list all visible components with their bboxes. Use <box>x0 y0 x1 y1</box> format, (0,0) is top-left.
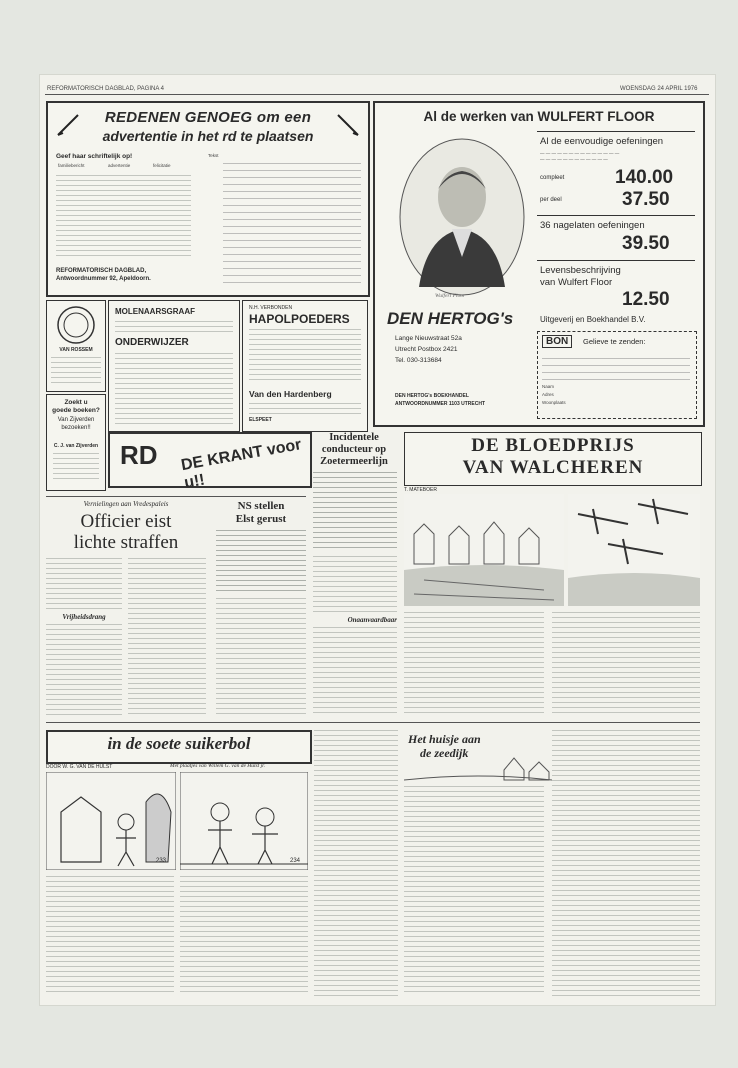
ad-tekst-label: Tekst <box>208 153 219 158</box>
molenaarsgraaf-body <box>115 353 233 425</box>
zijverden-name: C. J. van Zijverden <box>53 443 99 449</box>
bloedprijs-title-1: DE BLOEDPRIJS <box>471 435 635 456</box>
floor-desc-1: — — — — — — — — — — — — — — — — — — — — — — — — — — <box>540 151 620 162</box>
ns-lead <box>216 530 306 594</box>
huisje-title-1: Het huisje aan <box>408 732 481 746</box>
hapol-city: ELSPEET <box>249 417 272 423</box>
huisje-column-1 <box>404 786 544 996</box>
officier-title-2: lichte straffen <box>73 532 179 553</box>
pen-icon-left <box>56 113 80 137</box>
incident-title-1: Incidentele <box>329 432 379 443</box>
floor-rule-2 <box>537 215 695 216</box>
officier-title <box>46 511 206 553</box>
fig-number-233: 233 <box>156 858 167 864</box>
hapol-firm-desc <box>249 403 361 415</box>
incident-title-2: conducteur op <box>321 444 387 455</box>
ad-molenaarsgraaf <box>108 300 240 432</box>
badge-text <box>51 357 101 385</box>
incident-title-3: Zoetermeerlijn <box>320 456 388 467</box>
bon-woonplaats: Woonplaats <box>542 400 566 405</box>
ad-address-1: REFORMATORISCH DAGBLAD, <box>56 268 147 274</box>
floor-levens-1: Levensbeschrijving <box>540 265 621 276</box>
huisje-column-2 <box>552 730 700 996</box>
bloedprijs-column-1 <box>404 612 544 717</box>
suikerbol-title: in de soete suikerbol <box>107 734 251 753</box>
ad-wulfert-floor <box>373 101 705 427</box>
ad-rd-krant <box>108 432 312 492</box>
incident-body <box>313 556 397 614</box>
molenaarsgraaf-title: MOLENAARSGRAAF <box>115 307 195 316</box>
bloedprijs-sketch-planes <box>568 494 700 606</box>
floor-per-deel-label: per deel <box>540 197 562 203</box>
ad-redenen-line1: REDENEN GENOEG om een <box>104 109 312 126</box>
suikerbol-caption-1 <box>46 876 174 996</box>
pen-icon-right <box>336 113 360 137</box>
incident-body-2 <box>313 627 397 715</box>
incident-subhead: Onaanvaardbaar <box>347 616 397 624</box>
incident-title <box>312 432 396 468</box>
ns-title-2: Elst gerust <box>235 513 287 525</box>
bloedprijs-sketch-houses <box>404 494 564 606</box>
molenaarsgraaf-job: ONDERWIJZER <box>115 337 189 348</box>
bon-title: BON <box>542 335 572 348</box>
floor-address-1: Lange Nieuwstraat 52a <box>395 335 462 342</box>
wulfert-floor-portrait <box>397 137 527 307</box>
floor-publisher-sub: Uitgeverij en Boekhandel B.V. <box>540 315 646 324</box>
officier-rule <box>46 496 306 497</box>
bon-adres: Adres <box>542 392 554 397</box>
rd-slogan: DE KRANT voor u!! <box>179 436 303 492</box>
hapol-body <box>249 329 361 384</box>
floor-publisher: DEN HERTOG's <box>387 309 514 328</box>
ad-option-2: advertentie <box>108 163 131 168</box>
ad-form-title: Geef haar schriftelijk op! <box>56 153 133 160</box>
officier-subhead: Vrijheidsdrang <box>62 613 106 621</box>
zijverden-address <box>53 453 99 483</box>
ad-redenen-genoeg <box>46 101 370 297</box>
floor-antwoord-2: ANTWOORDNUMMER 1103 UTRECHT <box>395 401 486 407</box>
floor-price-deel: 37.50 <box>622 189 670 210</box>
floor-complet-label: compleet <box>540 175 565 181</box>
hapol-brand: HAPOLPOEDERS <box>249 312 350 326</box>
floor-rule-3 <box>537 260 695 261</box>
floor-price-nagelaten: 39.50 <box>622 233 670 254</box>
bon-naam: Naam <box>542 384 555 389</box>
molenaarsgraaf-intro <box>115 321 233 335</box>
badge-name: VAN ROSSEM <box>59 347 93 353</box>
floor-levens-2: van Wulfert Floor <box>540 277 613 288</box>
floor-title: Al de werken van WULFERT FLOOR <box>423 109 655 124</box>
officier-column-1b <box>46 624 122 716</box>
floor-rule <box>537 131 695 132</box>
suikerbol-banner <box>46 730 312 764</box>
officier-column-1 <box>46 558 122 610</box>
ad-address-2: Antwoordnummer 92, Apeldoorn. <box>56 276 151 282</box>
ad-form-text <box>56 175 191 260</box>
zijverden-q1: Zoekt u <box>64 399 88 406</box>
page-header-right: WOENSDAG 24 APRIL 1976 <box>620 86 698 92</box>
floor-antwoord-1: DEN HERTOG's BOEKHANDEL <box>395 393 469 399</box>
ad-tekst-lines[interactable] <box>223 157 361 289</box>
ad-van-zijverden <box>46 394 106 491</box>
zijverden-q4: bezoeken!! <box>61 425 91 431</box>
officier-kicker: Vernielingen aan Vredespaleis <box>83 500 169 508</box>
header-rule <box>45 94 709 95</box>
serial-text-column <box>314 730 398 996</box>
ad-redenen-line2: advertentie in het rd te plaatsen <box>102 128 314 144</box>
zijverden-q2: goede boeken? <box>52 407 100 414</box>
zijverden-q3: Van Zijverden <box>57 417 95 423</box>
suikerbol-caption-2 <box>180 876 308 996</box>
suikerbol-byline: DOOR W. G. VAN DE HULST <box>46 764 113 770</box>
hapol-firm: Van den Hardenberg <box>249 389 332 399</box>
officier-column-2 <box>128 558 206 716</box>
floor-nagelaten: 36 nagelaten oefeningen <box>540 220 645 231</box>
section-rule <box>46 722 700 723</box>
suikerbol-illustration-1 <box>46 772 176 870</box>
suikerbol-illustration-2 <box>180 772 308 870</box>
ns-title-1: NS stellen <box>237 500 285 512</box>
floor-address-3: Tel. 030-313684 <box>395 357 442 364</box>
seal-icon <box>56 305 96 345</box>
ns-title <box>216 500 306 526</box>
page-header-left: REFORMATORISCH DAGBLAD, PAGINA 4 <box>47 86 165 92</box>
bloedprijs-title-2: VAN WALCHEREN <box>462 457 644 478</box>
rd-logo: RD <box>120 440 158 470</box>
bloedprijs-byline: T. MATEBOER <box>404 487 437 493</box>
suikerbol-illustrator: Met plaatjes van Willem G. van de Hulst jr. <box>170 763 266 769</box>
incident-lead <box>313 472 397 552</box>
floor-order-coupon[interactable] <box>537 331 697 419</box>
fig-number-234: 234 <box>290 858 301 864</box>
floor-subtitle: Al de eenvoudige oefeningen <box>540 136 664 147</box>
ns-body <box>216 598 306 716</box>
huisje-title-2: de zeedijk <box>420 746 469 760</box>
floor-price-complete: 140.00 <box>615 167 674 188</box>
portrait-caption: Wulfert Floor <box>435 293 466 299</box>
bon-subtitle: Gelieve te zenden: <box>583 337 646 346</box>
bon-items[interactable] <box>542 352 690 380</box>
bloedprijs-column-2 <box>552 612 700 717</box>
ad-option-3: felicitatie <box>153 163 171 168</box>
bloedprijs-header <box>404 432 702 486</box>
floor-price-levens: 12.50 <box>622 289 670 310</box>
ad-option-1: familiebericht <box>58 163 85 168</box>
ad-hapolpoeders <box>242 300 368 432</box>
officier-title-1: Officier eist <box>80 511 172 532</box>
floor-address-2: Utrecht Postbox 2421 <box>395 346 458 353</box>
hapol-top: N.H. VERBONDEN <box>249 305 293 311</box>
ad-van-rossem <box>46 300 106 392</box>
